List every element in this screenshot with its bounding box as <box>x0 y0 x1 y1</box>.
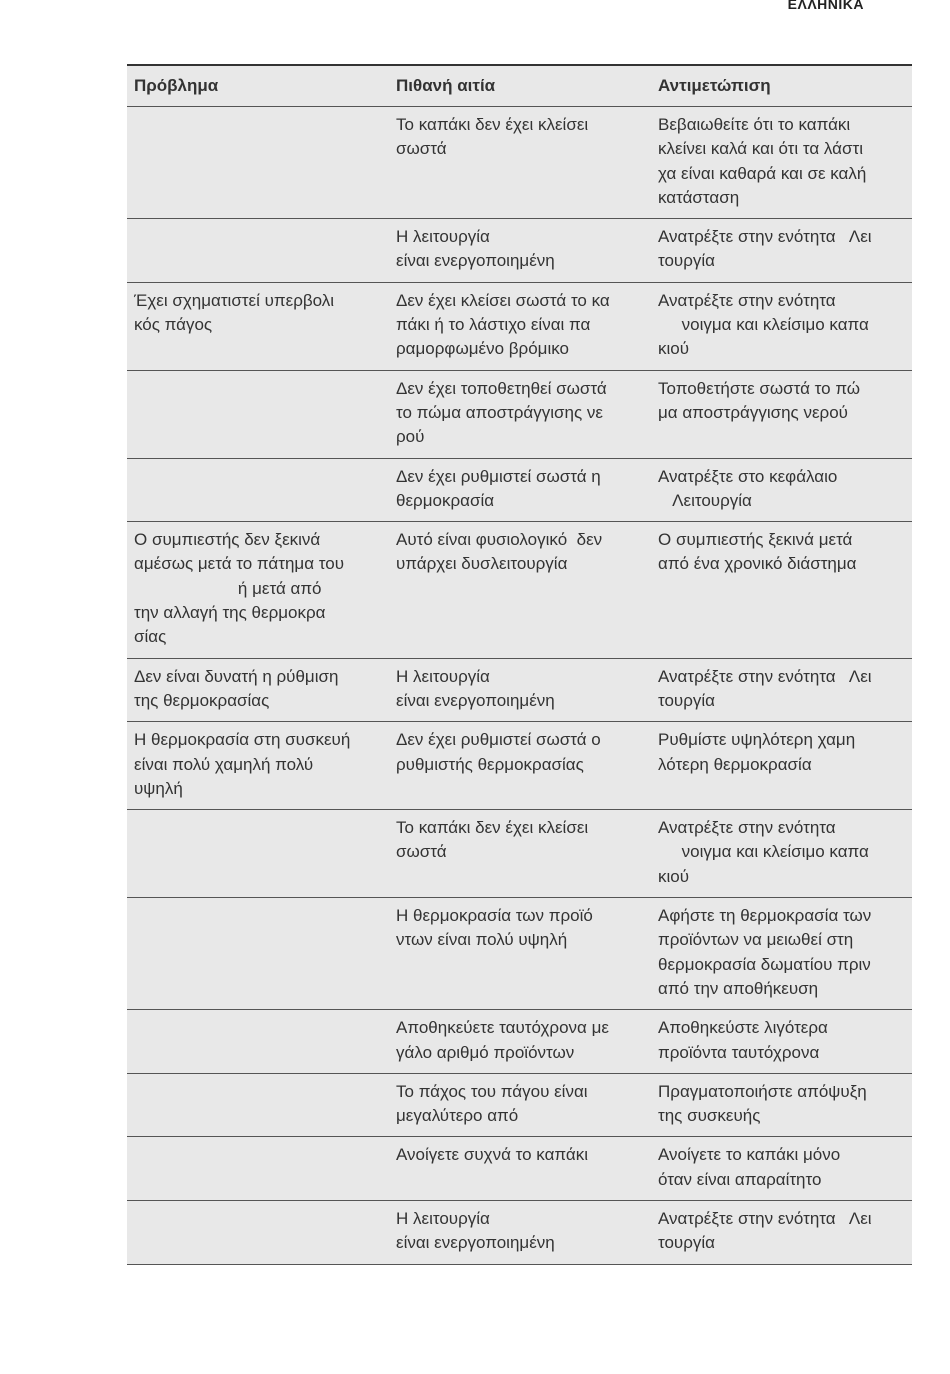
cell-cause: Το καπάκι δεν έχει κλείσει σωστά <box>389 810 651 898</box>
table-row <box>127 522 912 658</box>
cell-problem <box>127 1200 389 1264</box>
cell-problem: Δεν είναι δυνατή η ρύθμιση της θερμοκρασίας <box>127 658 389 722</box>
cell-solution: Αποθηκεύστε λιγότερα προϊόντα ταυτόχρονα <box>651 1010 912 1074</box>
cell-problem <box>127 1137 389 1201</box>
cell-solution: Ρυθμίστε υψηλότερη χαμη λότερη θερμοκρασία <box>651 722 912 810</box>
cell-cause: Η λειτουργία είναι ενεργοποιημένη <box>389 219 651 283</box>
table-header-row <box>127 66 912 107</box>
language-header: ΕΛΛΗΝΙΚΑ <box>787 0 864 12</box>
cell-solution: Ανατρέξτε στην ενότητα νοιγμα και κλείσιμο καπα κιού <box>651 810 912 898</box>
table-row <box>127 1137 912 1201</box>
table-row <box>127 810 912 898</box>
cell-problem: Έχει σχηματιστεί υπερβολι κός πάγος <box>127 282 389 370</box>
table-row <box>127 1073 912 1137</box>
cell-problem <box>127 1073 389 1137</box>
cell-solution: Ανατρέξτε στην ενότητα νοιγμα και κλείσιμο καπα κιού <box>651 282 912 370</box>
cell-solution: Αφήστε τη θερμοκρασία των προϊόντων να μειωθεί στη θερμοκρασία δωματίου πριν από την αποθήκευση <box>651 898 912 1010</box>
cell-cause: Η θερμοκρασία των προϊό ντων είναι πολύ υψηλή <box>389 898 651 1010</box>
cell-problem <box>127 370 389 458</box>
cell-cause: Το πάχος του πάγου είναι μεγαλύτερο από <box>389 1073 651 1137</box>
cell-solution: Ο συμπιεστής ξεκινά μετά από ένα χρονικό διάστημα <box>651 522 912 658</box>
cell-cause: Δεν έχει ρυθμιστεί σωστά η θερμοκρασία <box>389 458 651 522</box>
cell-solution: Ανατρέξτε στην ενότητα Λει τουργία <box>651 1200 912 1264</box>
cell-problem <box>127 458 389 522</box>
cell-problem <box>127 810 389 898</box>
cell-problem <box>127 1010 389 1074</box>
cell-cause: Αποθηκεύετε ταυτόχρονα με γάλο αριθμό προϊόντων <box>389 1010 651 1074</box>
cell-solution: Ανατρέξτε στην ενότητα Λει τουργία <box>651 658 912 722</box>
table-row <box>127 370 912 458</box>
troubleshooting-table <box>127 66 912 1265</box>
column-header-problem: Πρόβλημα <box>127 66 389 107</box>
table-row <box>127 1010 912 1074</box>
cell-problem <box>127 219 389 283</box>
troubleshooting-table-container <box>127 64 912 1265</box>
cell-cause: Δεν έχει τοποθετηθεί σωστά το πώμα αποστράγγισης νε ρού <box>389 370 651 458</box>
table-row <box>127 219 912 283</box>
column-header-cause: Πιθανή αιτία <box>389 66 651 107</box>
cell-solution: Βεβαιωθείτε ότι το καπάκι κλείνει καλά και ότι τα λάστι χα είναι καθαρά και σε καλή κατάσταση <box>651 107 912 219</box>
cell-cause: Η λειτουργία είναι ενεργοποιημένη <box>389 658 651 722</box>
table-row <box>127 658 912 722</box>
cell-problem: Ο συμπιεστής δεν ξεκινά αμέσως μετά το πάτημα του ή μετά από την αλλαγή της θερμοκρα σίας <box>127 522 389 658</box>
cell-solution: Τοποθετήστε σωστά το πώ μα αποστράγγισης νερού <box>651 370 912 458</box>
cell-solution: Ανατρέξτε στο κεφάλαιο Λειτουργία <box>651 458 912 522</box>
table-row <box>127 722 912 810</box>
table-row <box>127 458 912 522</box>
table-row <box>127 282 912 370</box>
table-row <box>127 898 912 1010</box>
cell-cause: Δεν έχει ρυθμιστεί σωστά ο ρυθμιστής θερμοκρασίας <box>389 722 651 810</box>
cell-problem: Η θερμοκρασία στη συσκευή είναι πολύ χαμηλή πολύ υψηλή <box>127 722 389 810</box>
cell-cause: Ανοίγετε συχνά το καπάκι <box>389 1137 651 1201</box>
cell-cause: Η λειτουργία είναι ενεργοποιημένη <box>389 1200 651 1264</box>
column-header-solution: Αντιμετώπιση <box>651 66 912 107</box>
table-row <box>127 107 912 219</box>
cell-problem <box>127 898 389 1010</box>
cell-solution: Ανοίγετε το καπάκι μόνο όταν είναι απαραίτητο <box>651 1137 912 1201</box>
cell-problem <box>127 107 389 219</box>
cell-solution: Πραγματοποιήστε απόψυξη της συσκευής <box>651 1073 912 1137</box>
cell-solution: Ανατρέξτε στην ενότητα Λει τουργία <box>651 219 912 283</box>
cell-cause: Δεν έχει κλείσει σωστά το κα πάκι ή το λάστιχο είναι πα ραμορφωμένο βρόμικο <box>389 282 651 370</box>
cell-cause: Το καπάκι δεν έχει κλείσει σωστά <box>389 107 651 219</box>
cell-cause: Αυτό είναι φυσιολογικό δεν υπάρχει δυσλειτουργία <box>389 522 651 658</box>
table-row <box>127 1200 912 1264</box>
